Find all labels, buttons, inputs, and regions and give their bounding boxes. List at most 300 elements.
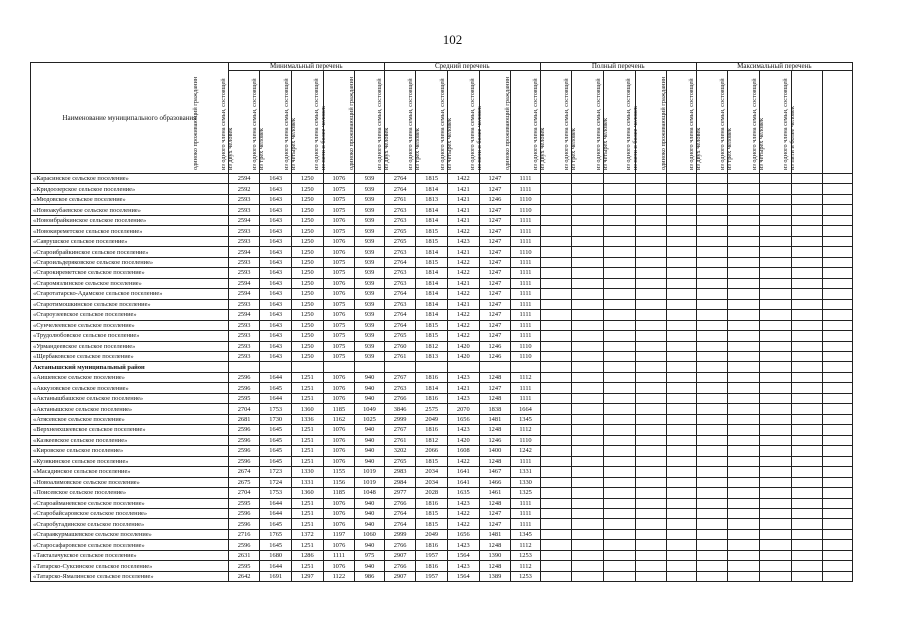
empty-cell — [823, 205, 853, 215]
empty-cell — [635, 425, 667, 435]
empty-cell — [603, 498, 635, 508]
value-cell: 1331 — [291, 477, 323, 487]
empty-cell — [603, 467, 635, 477]
settlement-name: «Старосафаровское сельское поселение» — [31, 540, 229, 550]
empty-cell — [540, 236, 572, 246]
value-cell: 2766 — [384, 393, 416, 403]
value-cell: 1111 — [511, 215, 541, 225]
value-cell: 2704 — [228, 404, 260, 414]
value-cell: 1247 — [479, 289, 511, 299]
value-cell: 1421 — [447, 247, 479, 257]
table-row — [31, 236, 853, 246]
value-cell: 1247 — [479, 174, 511, 184]
value-cell: 2595 — [228, 561, 260, 571]
value-cell: 2764 — [384, 174, 416, 184]
empty-cell — [823, 351, 853, 361]
value-cell: 1250 — [291, 205, 323, 215]
value-cell: 1423 — [447, 393, 479, 403]
value-cell: 1111 — [511, 310, 541, 320]
column-subheader-label: одиноко проживающий гражданин — [347, 76, 355, 170]
empty-cell — [791, 414, 823, 424]
value-cell: 975 — [355, 550, 385, 560]
value-cell: 2593 — [228, 268, 260, 278]
value-cell: 1345 — [511, 414, 541, 424]
empty-cell — [572, 561, 604, 571]
column-subheader-label: одиноко проживающий гражданин — [659, 76, 667, 170]
value-cell: 2596 — [228, 446, 260, 456]
value-cell: 939 — [355, 247, 385, 257]
value-cell: 1422 — [447, 519, 479, 529]
value-cell: 939 — [355, 278, 385, 288]
value-cell: 2761 — [384, 435, 416, 445]
value-cell: 1048 — [355, 488, 385, 498]
empty-cell — [635, 236, 667, 246]
table-row — [31, 540, 853, 550]
value-cell: 1247 — [479, 310, 511, 320]
value-cell: 2594 — [228, 310, 260, 320]
value-cell: 1076 — [323, 215, 355, 225]
table-row — [31, 184, 853, 194]
empty-cell — [572, 372, 604, 382]
empty-cell — [635, 404, 667, 414]
settlement-name: «Староузеевское сельское поселение» — [31, 310, 229, 320]
value-cell: 1111 — [511, 383, 541, 393]
value-cell: 940 — [355, 425, 385, 435]
value-cell: 940 — [355, 446, 385, 456]
empty-cell — [540, 184, 572, 194]
empty-cell — [759, 477, 791, 487]
value-cell: 1372 — [291, 529, 323, 539]
empty-cell — [728, 289, 760, 299]
value-cell: 1075 — [323, 184, 355, 194]
empty-cell — [759, 205, 791, 215]
value-cell: 2596 — [228, 540, 260, 550]
empty-cell — [540, 226, 572, 236]
value-cell: 2765 — [384, 456, 416, 466]
empty-cell — [572, 257, 604, 267]
value-cell: 2766 — [384, 561, 416, 571]
value-cell: 2999 — [384, 414, 416, 424]
empty-cell — [728, 341, 760, 351]
value-cell: 2763 — [384, 215, 416, 225]
value-cell: 1110 — [511, 351, 541, 361]
value-cell: 939 — [355, 331, 385, 341]
value-cell: 1076 — [323, 247, 355, 257]
empty-cell — [667, 236, 697, 246]
value-cell: 1645 — [260, 383, 292, 393]
value-cell: 1111 — [511, 509, 541, 519]
district-name: Актанышский муниципальный район — [31, 362, 229, 372]
value-cell: 1360 — [291, 404, 323, 414]
empty-cell — [823, 268, 853, 278]
table-row — [31, 425, 853, 435]
empty-cell — [696, 341, 728, 351]
column-group-header: Средний перечень — [384, 63, 540, 71]
empty-cell — [696, 362, 728, 372]
empty-cell — [696, 540, 728, 550]
empty-cell — [696, 509, 728, 519]
empty-cell — [603, 477, 635, 487]
empty-cell — [823, 561, 853, 571]
empty-cell — [791, 550, 823, 560]
value-cell: 2763 — [384, 247, 416, 257]
value-cell: 1422 — [447, 320, 479, 330]
empty-cell — [540, 414, 572, 424]
value-cell: 940 — [355, 561, 385, 571]
settlement-name: «Саврушское сельское поселение» — [31, 236, 229, 246]
value-cell: 1251 — [291, 498, 323, 508]
value-cell: 1421 — [447, 383, 479, 393]
empty-cell — [540, 435, 572, 445]
empty-cell — [635, 477, 667, 487]
district-row — [31, 362, 853, 372]
empty-cell — [759, 383, 791, 393]
empty-cell — [540, 383, 572, 393]
value-cell: 1816 — [416, 561, 448, 571]
empty-cell — [572, 299, 604, 309]
value-cell: 1420 — [447, 341, 479, 351]
empty-cell — [635, 435, 667, 445]
empty-cell — [728, 268, 760, 278]
value-cell: 1247 — [479, 236, 511, 246]
empty-cell — [667, 383, 697, 393]
empty-cell — [823, 425, 853, 435]
empty-cell — [667, 257, 697, 267]
empty-cell — [572, 529, 604, 539]
empty-cell — [823, 456, 853, 466]
empty-cell — [603, 226, 635, 236]
empty-cell — [603, 488, 635, 498]
empty-cell — [791, 362, 823, 372]
value-cell: 1643 — [260, 226, 292, 236]
empty-cell — [791, 299, 823, 309]
value-cell: 1645 — [260, 425, 292, 435]
value-cell: 2049 — [416, 529, 448, 539]
value-cell: 2596 — [228, 519, 260, 529]
value-cell: 1251 — [291, 372, 323, 382]
empty-cell — [540, 351, 572, 361]
value-cell: 1481 — [479, 529, 511, 539]
value-cell: 1247 — [479, 226, 511, 236]
empty-cell — [540, 561, 572, 571]
value-cell: 1389 — [479, 571, 511, 581]
empty-cell — [823, 467, 853, 477]
column-group-header: Максимальный перечень — [696, 63, 852, 71]
value-cell: 1247 — [479, 268, 511, 278]
empty-cell — [728, 446, 760, 456]
value-cell: 1467 — [479, 467, 511, 477]
table-row — [31, 404, 853, 414]
value-cell: 3202 — [384, 446, 416, 456]
empty-cell — [572, 404, 604, 414]
column-subheader-label: из одного члена семьи, состоящей из двух человек — [220, 78, 234, 170]
empty-cell — [572, 467, 604, 477]
value-cell: 2593 — [228, 351, 260, 361]
value-cell: 2642 — [228, 571, 260, 581]
value-cell: 940 — [355, 435, 385, 445]
value-cell: 1111 — [511, 393, 541, 403]
empty-cell — [728, 393, 760, 403]
empty-cell — [696, 488, 728, 498]
empty-cell — [823, 383, 853, 393]
value-cell: 940 — [355, 498, 385, 508]
value-cell: 939 — [355, 257, 385, 267]
empty-cell — [759, 310, 791, 320]
empty-cell — [791, 310, 823, 320]
settlement-name: «Щербаковское сельское поселение» — [31, 351, 229, 361]
empty-cell — [603, 236, 635, 246]
empty-cell — [759, 404, 791, 414]
value-cell: 1814 — [416, 268, 448, 278]
value-cell: 939 — [355, 310, 385, 320]
value-cell: 2763 — [384, 205, 416, 215]
value-cell: 939 — [355, 341, 385, 351]
table-row — [31, 561, 853, 571]
value-cell: 1110 — [511, 194, 541, 204]
empty-cell — [540, 289, 572, 299]
empty-cell — [759, 215, 791, 225]
empty-cell — [667, 509, 697, 519]
value-cell: 1248 — [479, 540, 511, 550]
value-cell: 2593 — [228, 341, 260, 351]
table-row — [31, 372, 853, 382]
table-row — [31, 215, 853, 225]
column-subheader-label: одиноко проживающий гражданин — [503, 76, 511, 170]
value-cell: 1564 — [447, 571, 479, 581]
value-cell: 1076 — [323, 174, 355, 184]
value-cell: 1816 — [416, 498, 448, 508]
value-cell: 1812 — [416, 435, 448, 445]
empty-cell — [696, 393, 728, 403]
value-cell: 3846 — [384, 404, 416, 414]
empty-cell — [603, 310, 635, 320]
empty-cell — [759, 519, 791, 529]
empty-cell — [540, 362, 572, 372]
empty-cell — [540, 372, 572, 382]
value-cell: 1251 — [291, 540, 323, 550]
empty-cell — [540, 393, 572, 403]
value-cell: 2763 — [384, 278, 416, 288]
value-cell: 1248 — [479, 498, 511, 508]
empty-cell — [667, 414, 697, 424]
value-cell: 939 — [355, 236, 385, 246]
empty-cell — [823, 446, 853, 456]
empty-cell — [759, 529, 791, 539]
value-cell: 1111 — [511, 498, 541, 508]
value-cell — [511, 362, 541, 372]
settlement-name: «Староибрайкинское сельское поселение» — [31, 247, 229, 257]
empty-cell — [791, 257, 823, 267]
value-cell: 1730 — [260, 414, 292, 424]
column-subheader-label: из одного члена семьи, состоящей из пяти и более человек — [313, 78, 328, 170]
value-cell: 1250 — [291, 320, 323, 330]
empty-cell — [759, 362, 791, 372]
value-cell: 1247 — [479, 331, 511, 341]
settlement-name: «Атясевское сельское поселение» — [31, 414, 229, 424]
empty-cell — [823, 299, 853, 309]
empty-cell — [759, 299, 791, 309]
settlement-name: «Актанышбашское сельское поселение» — [31, 393, 229, 403]
value-cell: 1250 — [291, 278, 323, 288]
empty-cell — [728, 404, 760, 414]
empty-cell — [791, 268, 823, 278]
value-cell: 1644 — [260, 561, 292, 571]
value-cell: 1423 — [447, 561, 479, 571]
value-cell: 1421 — [447, 299, 479, 309]
empty-cell — [540, 446, 572, 456]
empty-cell — [667, 205, 697, 215]
empty-cell — [572, 174, 604, 184]
empty-cell — [635, 299, 667, 309]
empty-cell — [823, 372, 853, 382]
value-cell: 2066 — [416, 446, 448, 456]
value-cell: 2716 — [228, 529, 260, 539]
column-subheader-label: из одного члена семьи, состоящей из четырех человек — [283, 78, 297, 170]
empty-cell — [728, 561, 760, 571]
empty-cell — [759, 414, 791, 424]
empty-cell — [728, 278, 760, 288]
value-cell: 1185 — [323, 404, 355, 414]
table-row — [31, 299, 853, 309]
value-cell: 1075 — [323, 299, 355, 309]
settlement-name: «Казкеевское сельское поселение» — [31, 435, 229, 445]
settlement-name: «Старотимошкинское сельское поселение» — [31, 299, 229, 309]
empty-cell — [572, 351, 604, 361]
value-cell: 1360 — [291, 488, 323, 498]
table-row — [31, 414, 853, 424]
empty-cell — [540, 519, 572, 529]
value-cell: 1564 — [447, 550, 479, 560]
empty-cell — [728, 456, 760, 466]
value-cell: 1643 — [260, 341, 292, 351]
value-cell: 2594 — [228, 247, 260, 257]
empty-cell — [759, 184, 791, 194]
value-cell: 2596 — [228, 456, 260, 466]
value-cell: 1250 — [291, 257, 323, 267]
empty-cell — [635, 205, 667, 215]
empty-cell — [667, 404, 697, 414]
empty-cell — [696, 247, 728, 257]
empty-cell — [667, 446, 697, 456]
empty-cell — [823, 529, 853, 539]
table-row — [31, 509, 853, 519]
column-subheader-label: из одного члена семьи, состоящей из пяти и более человек — [469, 78, 484, 170]
value-cell: 1423 — [447, 498, 479, 508]
value-cell: 2764 — [384, 310, 416, 320]
value-cell: 1250 — [291, 215, 323, 225]
value-cell: 1076 — [323, 519, 355, 529]
empty-cell — [603, 299, 635, 309]
value-cell: 2907 — [384, 571, 416, 581]
empty-cell — [572, 414, 604, 424]
value-cell: 1019 — [355, 477, 385, 487]
value-cell: 1422 — [447, 331, 479, 341]
value-cell: 939 — [355, 184, 385, 194]
empty-cell — [791, 477, 823, 487]
settlement-name: «Староайманевское сельское поселение» — [31, 498, 229, 508]
empty-cell — [728, 320, 760, 330]
value-cell: 1250 — [291, 174, 323, 184]
empty-cell — [791, 247, 823, 257]
value-cell: 1643 — [260, 320, 292, 330]
value-cell: 939 — [355, 268, 385, 278]
value-cell: 940 — [355, 393, 385, 403]
table-row — [31, 383, 853, 393]
value-cell: 1297 — [291, 571, 323, 581]
value-cell: 1691 — [260, 571, 292, 581]
empty-cell — [823, 331, 853, 341]
empty-cell — [572, 550, 604, 560]
value-cell: 1816 — [416, 393, 448, 403]
empty-cell — [635, 550, 667, 560]
value-cell: 1250 — [291, 299, 323, 309]
value-cell: 1076 — [323, 278, 355, 288]
value-cell: 1247 — [479, 184, 511, 194]
table-row — [31, 331, 853, 341]
value-cell: 1112 — [511, 561, 541, 571]
column-subheader-label: из одного члена семьи, состоящей из трех человек — [563, 78, 578, 170]
empty-cell — [791, 425, 823, 435]
value-cell: 1247 — [479, 278, 511, 288]
value-cell: 2593 — [228, 205, 260, 215]
value-cell: 1645 — [260, 446, 292, 456]
tariff-table — [30, 62, 853, 582]
empty-cell — [728, 571, 760, 581]
empty-cell — [540, 194, 572, 204]
empty-cell — [791, 404, 823, 414]
empty-cell — [540, 425, 572, 435]
empty-cell — [667, 467, 697, 477]
empty-cell — [728, 257, 760, 267]
value-cell: 1155 — [323, 467, 355, 477]
settlement-name: «Старотатарско-Адамское сельское поселение» — [31, 289, 229, 299]
table-row — [31, 341, 853, 351]
empty-cell — [667, 310, 697, 320]
table-row — [31, 351, 853, 361]
value-cell: 1643 — [260, 174, 292, 184]
value-cell: 2049 — [416, 414, 448, 424]
value-cell: 1957 — [416, 550, 448, 560]
empty-cell — [759, 550, 791, 560]
value-cell: 1251 — [291, 561, 323, 571]
empty-cell — [603, 372, 635, 382]
empty-cell — [791, 341, 823, 351]
empty-cell — [696, 446, 728, 456]
value-cell: 1250 — [291, 310, 323, 320]
value-cell: 1076 — [323, 372, 355, 382]
value-cell — [384, 362, 416, 372]
settlement-name: «Кировское сельское поселение» — [31, 446, 229, 456]
empty-cell — [823, 194, 853, 204]
empty-cell — [759, 498, 791, 508]
empty-cell — [603, 414, 635, 424]
empty-cell — [759, 561, 791, 571]
empty-cell — [759, 278, 791, 288]
value-cell: 1643 — [260, 215, 292, 225]
value-cell: 1076 — [323, 435, 355, 445]
value-cell: 1643 — [260, 268, 292, 278]
empty-cell — [603, 268, 635, 278]
table-row — [31, 571, 853, 581]
value-cell: 2674 — [228, 467, 260, 477]
empty-cell — [635, 362, 667, 372]
value-cell: 2596 — [228, 425, 260, 435]
empty-cell — [791, 540, 823, 550]
empty-cell — [540, 341, 572, 351]
empty-cell — [759, 446, 791, 456]
empty-cell — [572, 383, 604, 393]
value-cell: 1250 — [291, 236, 323, 246]
